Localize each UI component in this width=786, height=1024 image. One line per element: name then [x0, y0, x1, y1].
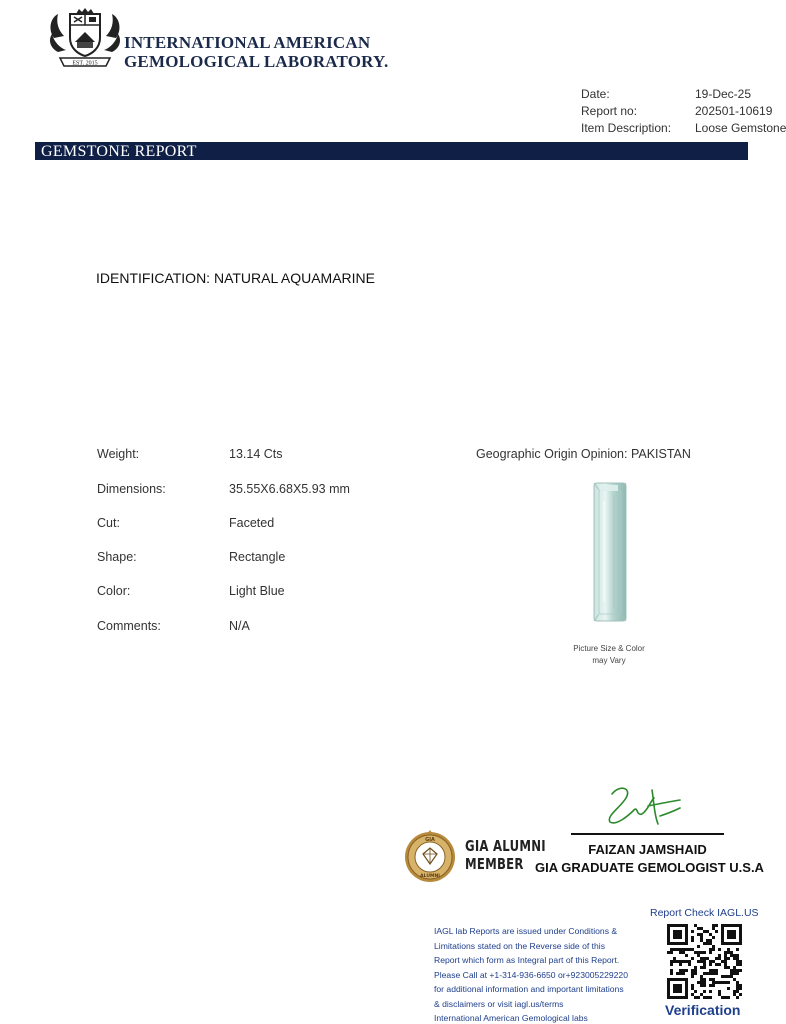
identification: IDENTIFICATION: NATURAL AQUAMARINE: [96, 270, 375, 286]
aquamarine-gem-icon: [592, 481, 628, 623]
shape-value: Rectangle: [229, 550, 286, 564]
report-check-link[interactable]: Report Check IAGL.US: [650, 907, 759, 919]
picture-note-line-1: Picture Size & Color: [573, 644, 645, 653]
picture-note-line-2: may Vary: [592, 656, 626, 665]
dimensions-label: Dimensions:: [97, 482, 166, 496]
logo-est-text: EST. 2015: [72, 60, 98, 67]
signatory-title: GIA GRADUATE GEMOLOGIST U.S.A: [535, 860, 764, 875]
item-description-label: Item Description:: [581, 121, 672, 135]
report-title: GEMSTONE REPORT: [41, 143, 197, 160]
signature-line: [571, 833, 724, 835]
disclaimer-line: Please Call at +1-314-936-6650 or+923005229220: [434, 970, 628, 980]
comments-value: N/A: [229, 619, 250, 633]
item-description-value: Loose Gemstone: [695, 121, 786, 135]
disclaimer-line: Report which form as Integral part of this Report.: [434, 955, 620, 965]
disclaimer-line: International American Gemological labs: [434, 1013, 588, 1023]
report-no-value: 202501-10619: [695, 104, 773, 118]
disclaimer-line: for additional information and important limitations: [434, 984, 624, 994]
cut-value: Faceted: [229, 516, 275, 530]
shape-label: Shape:: [97, 550, 137, 564]
disclaimer-line: IAGL lab Reports are issued under Conditions &: [434, 926, 618, 936]
cut-label: Cut:: [97, 516, 120, 530]
org-name-line-2: GEMOLOGICAL LABORATORY.: [124, 52, 389, 71]
geographic-origin: Geographic Origin Opinion: PAKISTAN: [476, 447, 691, 461]
weight-label: Weight:: [97, 447, 140, 461]
disclaimer-line: & disclaimers or visit iagl.us/terms: [434, 999, 564, 1009]
dimensions-value: 35.55X6.68X5.93 mm: [229, 482, 350, 496]
signatory-name: FAIZAN JAMSHAID: [588, 842, 707, 857]
org-name-line-1: INTERNATIONAL AMERICAN: [124, 33, 371, 52]
qr-code-icon[interactable]: [667, 924, 742, 999]
verification-label: Verification: [665, 1002, 741, 1018]
report-no-label: Report no:: [581, 104, 638, 118]
date-label: Date:: [581, 87, 610, 101]
seal-text-bottom: ALUMNI: [420, 874, 440, 879]
handwritten-signature-icon: [598, 780, 686, 830]
gia-alumni-seal-icon: [404, 829, 456, 885]
color-label: Color:: [97, 584, 131, 598]
report-banner: [35, 142, 748, 160]
disclaimer-line: Limitations stated on the Reverse side of this: [434, 941, 606, 951]
weight-value: 13.14 Cts: [229, 447, 283, 461]
color-value: Light Blue: [229, 584, 285, 598]
date-value: 19-Dec-25: [695, 87, 752, 101]
gia-alumni-text: GIA ALUMNI: [465, 837, 546, 855]
seal-text-top: GIA: [425, 837, 435, 843]
gia-member-text: MEMBER: [465, 855, 524, 873]
iagl-crest-icon: [48, 8, 122, 70]
comments-label: Comments:: [97, 619, 161, 633]
